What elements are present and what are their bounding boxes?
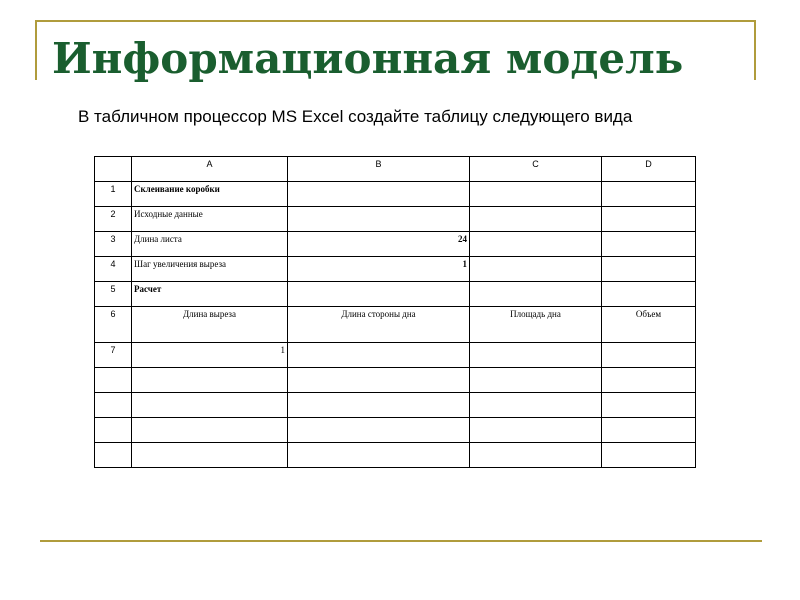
cell-empty — [602, 368, 696, 393]
row-number — [95, 418, 132, 443]
cell-d6: Объем — [602, 307, 696, 343]
row-number — [95, 393, 132, 418]
cell-b1 — [288, 182, 470, 207]
table-row — [95, 307, 696, 343]
cell-empty — [470, 418, 602, 443]
row-number: 1 — [95, 182, 132, 207]
cell-empty — [132, 443, 288, 468]
cell-a4: Шаг увеличения выреза — [132, 257, 288, 282]
cell-c5 — [470, 282, 602, 307]
cell-d3 — [602, 232, 696, 257]
bottom-divider-line — [40, 540, 762, 542]
title-frame-left-line — [35, 20, 37, 80]
cell-c6: Площадь дна — [470, 307, 602, 343]
cell-d2 — [602, 207, 696, 232]
cell-a7: 1 — [132, 343, 288, 368]
instruction-text: В табличном процессор MS Excel создайте таблицу следующего вида — [78, 107, 633, 126]
cell-b7 — [288, 343, 470, 368]
row-number — [95, 443, 132, 468]
slide-title: Информационная модель — [52, 34, 684, 83]
table-row — [95, 418, 696, 443]
cell-c7 — [470, 343, 602, 368]
cell-b6: Длина стороны дна — [288, 307, 470, 343]
cell-c1 — [470, 182, 602, 207]
table-row — [95, 368, 696, 393]
cell-d1 — [602, 182, 696, 207]
column-header-row — [95, 157, 696, 182]
cell-empty — [132, 418, 288, 443]
cell-b3: 24 — [288, 232, 470, 257]
cell-a5: Расчет — [132, 282, 288, 307]
row-number: 2 — [95, 207, 132, 232]
title-frame-top-line — [35, 20, 756, 22]
cell-d7 — [602, 343, 696, 368]
cell-b4: 1 — [288, 257, 470, 282]
table-row — [95, 257, 696, 282]
row-number: 3 — [95, 232, 132, 257]
table-row — [95, 232, 696, 257]
cell-d4 — [602, 257, 696, 282]
cell-c3 — [470, 232, 602, 257]
table-row — [95, 182, 696, 207]
row-number: 7 — [95, 343, 132, 368]
table-row — [95, 207, 696, 232]
table-row — [95, 282, 696, 307]
spreadsheet-table — [94, 156, 696, 468]
cell-empty — [470, 393, 602, 418]
cell-a1: Склеивание коробки — [132, 182, 288, 207]
cell-empty — [288, 443, 470, 468]
cell-empty — [470, 368, 602, 393]
cell-c4 — [470, 257, 602, 282]
cell-empty — [288, 393, 470, 418]
cell-empty — [602, 393, 696, 418]
cell-empty — [288, 418, 470, 443]
cell-a6: Длина выреза — [132, 307, 288, 343]
cell-empty — [602, 443, 696, 468]
row-number — [95, 368, 132, 393]
cell-empty — [602, 418, 696, 443]
table-row — [95, 443, 696, 468]
table-row — [95, 393, 696, 418]
title-frame-right-line — [754, 20, 756, 80]
row-number: 6 — [95, 307, 132, 343]
column-header-b: B — [288, 157, 470, 182]
column-header-d: D — [602, 157, 696, 182]
cell-empty — [288, 368, 470, 393]
cell-b2 — [288, 207, 470, 232]
cell-b5 — [288, 282, 470, 307]
corner-cell — [95, 157, 132, 182]
cell-empty — [132, 393, 288, 418]
cell-d5 — [602, 282, 696, 307]
cell-empty — [132, 368, 288, 393]
column-header-a: A — [132, 157, 288, 182]
column-header-c: C — [470, 157, 602, 182]
cell-a2: Исходные данные — [132, 207, 288, 232]
table-row — [95, 343, 696, 368]
cell-empty — [470, 443, 602, 468]
cell-c2 — [470, 207, 602, 232]
cell-a3: Длина листа — [132, 232, 288, 257]
row-number: 5 — [95, 282, 132, 307]
row-number: 4 — [95, 257, 132, 282]
